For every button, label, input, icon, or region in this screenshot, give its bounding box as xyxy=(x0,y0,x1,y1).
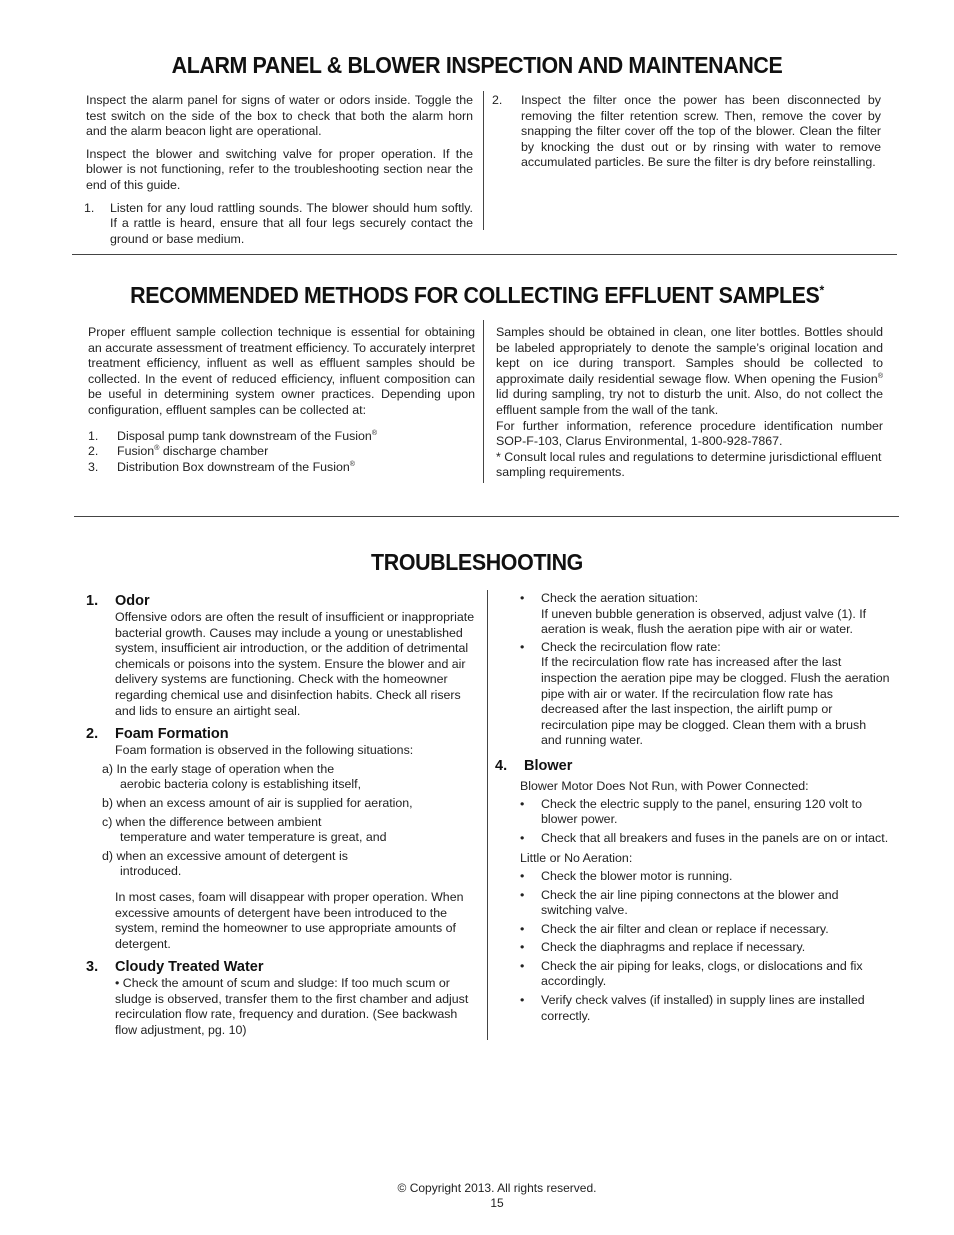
alarm-list-item-1-number: 1. xyxy=(84,200,95,215)
registered-mark: ® xyxy=(877,372,883,380)
page-number: 15 xyxy=(490,1196,504,1210)
cloudy-water-body: • Check the amount of scum and sludge: If too much scum or sludge is observed, transfer them to the first chamber and adjust recirculation flow rate, frequency and duration. (See backwash flow adjustment, pg. 10) xyxy=(115,976,469,1038)
samples-section-title xyxy=(33,282,920,309)
samples-location-list xyxy=(88,429,475,476)
odor-heading: 1. Odor xyxy=(86,593,150,609)
samples-footnote: * Consult local rules and regulations to determine jurisdictional effluent sampling requirements. xyxy=(496,449,882,480)
samples-column-divider xyxy=(483,320,484,483)
check-aeration-item: • Check the aeration situation: If uneven bubble generation is observed, adjust valve (1). If aeration is weak, flush the aeration pipe with air or water. xyxy=(520,591,890,638)
blower-no-aeration-item: • Check the air piping for leaks, clogs, or dislocations and fix accordingly. xyxy=(520,959,890,990)
blower-no-run-item: • Check that all breakers and fuses in the panels are on or intact. xyxy=(520,831,890,847)
samples-title-text: RECOMMENDED METHODS FOR COLLECTING EFFLUENT SAMPLES xyxy=(130,282,820,308)
samples-bottle-paragraph: Samples should be obtained in clean, one liter bottles. Bottles should be labeled appropriately to denote the sample’s original location and kept on ice during transport. Samples should be collected to approximate daily residential sewage flow. When opening the Fusion® lid during sampling, try not to disturb the unit. Also, do not collect the effluent sample from the wall of the tank. xyxy=(496,325,883,417)
samples-location-item-2: 2. Fusion® discharge chamber xyxy=(88,444,269,459)
blower-no-aeration-item: • Verify check valves (if installed) in supply lines are installed correctly. xyxy=(520,993,890,1024)
blower-no-aeration-item: • Check the blower motor is running. xyxy=(520,869,890,885)
alarm-right-column xyxy=(492,93,881,171)
alarm-list-item-1 xyxy=(84,201,473,248)
troubleshooting-right-column xyxy=(495,591,890,1027)
foam-situation-d: d) when an excessive amount of detergent is introduced. xyxy=(102,848,348,879)
registered-mark: ® xyxy=(349,460,355,468)
alarm-list-item-2-number: 2. xyxy=(492,93,503,107)
samples-location-item-3: 3. Distribution Box downstream of the Fusion® xyxy=(88,459,355,474)
samples-location-item-1: 1. Disposal pump tank downstream of the Fusion® xyxy=(88,428,377,443)
alarm-paragraph-panel: Inspect the alarm panel for signs of water or odors inside. Toggle the test switch on the side of the box to check that both the alarm horn and the alarm beacon light are operational. xyxy=(86,93,473,139)
samples-intro-paragraph: Proper effluent sample collection technique is essential for obtaining an accurate assessment of treatment efficiency. To accurately interpret treatment efficiency, influent as well as effluent samples should be collected. In the event of reduced efficiency, influent composition can be useful in determining system owner practices. Depending upon configuration, effluent samples can be collected at: xyxy=(88,325,475,417)
samples-left-column xyxy=(88,325,475,475)
blower-no-run-list xyxy=(520,797,890,847)
blower-no-aeration-label: Little or No Aeration: xyxy=(520,851,633,866)
foam-intro: Foam formation is observed in the following situations: xyxy=(115,743,414,758)
blower-no-aeration-list xyxy=(520,869,890,1024)
registered-mark: ® xyxy=(154,445,160,453)
blower-no-aeration-item: • Check the air filter and clean or replace if necessary. xyxy=(520,922,890,938)
foam-situation-b: b) when an excess amount of air is supplied for aeration, xyxy=(102,795,413,810)
section-divider-2 xyxy=(74,516,899,517)
cloudy-water-heading: 3. Cloudy Treated Water xyxy=(86,959,264,976)
odor-body: Offensive odors are often the result of insufficient or inappropriate bacterial growth. Causes may include a young or unestablished system, insufficient air introduction, or the addition of detrimental chemicals or poisons into the system. Ensure the blower and air delivery systems are functioning. Check with the homeowner regarding chemical use and disinfection habits. Check all risers and lids to ensure an airtight seal. xyxy=(115,610,475,718)
foam-heading: 2. Foam Formation xyxy=(86,726,229,743)
section-divider-1 xyxy=(72,254,897,255)
alarm-column-divider xyxy=(483,91,484,230)
troubleshooting-left-column xyxy=(86,592,478,1039)
blower-no-aeration-item: • Check the air line piping connectons at the blower and switching valve. xyxy=(520,888,890,919)
samples-title-footnote-mark: * xyxy=(819,282,824,298)
alarm-left-column xyxy=(86,93,473,247)
footer xyxy=(20,1181,954,1211)
samples-reference-paragraph: For further information, reference procedure identification number SOP-F-103, Clarus Environmental, 1-800-928-7867. xyxy=(496,418,883,449)
cloudy-water-check-list xyxy=(520,591,890,749)
blower-no-run-label: Blower Motor Does Not Run, with Power Connected: xyxy=(520,778,809,793)
alarm-list-item-2 xyxy=(492,93,881,171)
blower-no-run-item: • Check the electric supply to the panel, ensuring 120 volt to blower power. xyxy=(520,797,890,828)
samples-right-column xyxy=(496,325,883,481)
troubleshooting-section-title: TROUBLESHOOTING xyxy=(371,549,583,575)
foam-situation-list xyxy=(86,762,478,880)
troubleshooting-column-divider xyxy=(487,590,488,1040)
alarm-paragraph-blower: Inspect the blower and switching valve for proper operation. If the blower is not functioning, refer to the troubleshooting section near the end of this guide. xyxy=(86,146,473,192)
foam-situation-a: a) In the early stage of operation when the aerobic bacteria colony is establishing itself, xyxy=(102,761,362,792)
alarm-section-title: ALARM PANEL & BLOWER INSPECTION AND MAINTENANCE xyxy=(171,52,783,78)
blower-heading: 4. Blower xyxy=(495,757,573,774)
alarm-list-item-2-text: Inspect the filter once the power has been disconnected by removing the filter retention screw. Then, remove the cover by snapping the filter cover off the top of the blower. Clean the filter by knocking the dust out or by rinsing with water to remove accumulated particles. Be sure the filter is dry before reinstalling. xyxy=(521,93,881,170)
blower-no-aeration-item: • Check the diaphragms and replace if necessary. xyxy=(520,940,890,956)
foam-outro: In most cases, foam will disappear with proper operation. When excessive amounts of detergent have been introduced to the system, remind the homeowner to use appropriate amounts of detergent. xyxy=(115,889,464,951)
foam-situation-c: c) when the difference between ambient temperature and water temperature is great, and xyxy=(102,814,387,845)
alarm-list-item-1-text: Listen for any loud rattling sounds. The blower should hum softly. If a rattle is heard, ensure that all four legs securely contact the ground or base medium. xyxy=(110,200,473,246)
registered-mark: ® xyxy=(371,429,377,437)
check-recirculation-item: • Check the recirculation flow rate: If the recirculation flow rate has increased after the last inspection the aeration pipe may be clogged. Flush the aeration pipe with air or water. If the recirculation flow rate has decreased after the last inspection, the airlift pump or recirculation pipe may be clogged. Clean them with a brush and running water. xyxy=(520,640,890,749)
footer-copyright: © Copyright 2013. All rights reserved. xyxy=(397,1181,597,1195)
